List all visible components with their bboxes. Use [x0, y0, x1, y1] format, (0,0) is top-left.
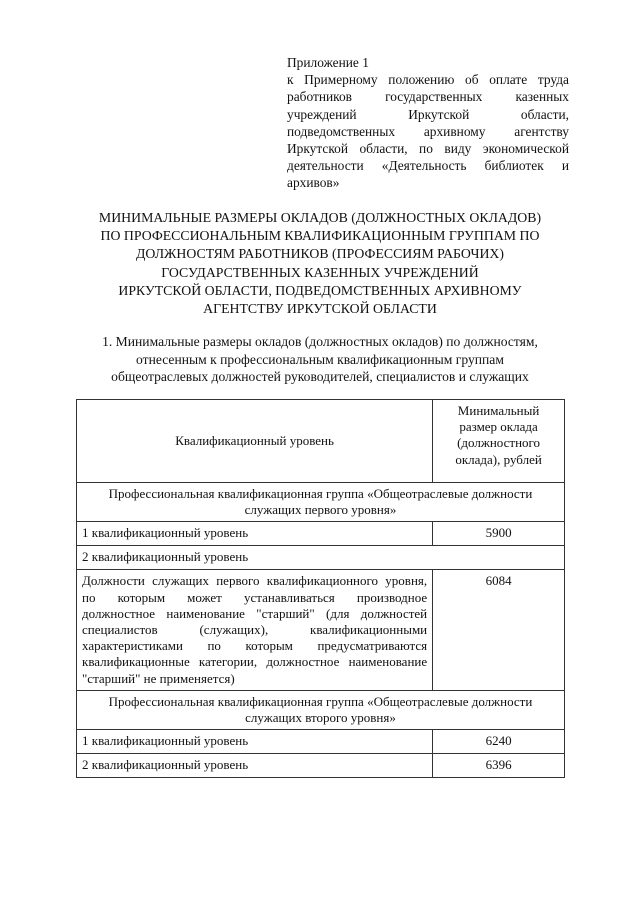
appendix-title: Приложение 1 [287, 55, 369, 70]
group-row [77, 483, 565, 522]
salary-table [76, 399, 565, 778]
salary-cell: 6084 [433, 570, 565, 690]
heading-line: ПО ПРОФЕССИОНАЛЬНЫМ КВАЛИФИКАЦИОННЫМ ГРУППАМ ПО [100, 228, 540, 244]
table-row [77, 754, 565, 778]
level-cell: 1 квалификационный уровень [77, 522, 433, 546]
table-row [77, 730, 565, 754]
salary-cell: 6396 [433, 754, 565, 778]
section-line: 1. Минимальные размеры окладов (должностных окладов) по должностям, [102, 334, 538, 349]
group-title-cell: Профессиональная квалификационная группа «Общеотраслевые должности служащих второго уровня» [77, 690, 565, 729]
table-row [77, 570, 565, 690]
heading-line: ДОЛЖНОСТЯМ РАБОТНИКОВ (ПРОФЕССИЯМ РАБОЧИХ) [136, 246, 504, 262]
heading-line: ГОСУДАРСТВЕННЫХ КАЗЕННЫХ УЧРЕЖДЕНИЙ [161, 264, 479, 280]
salary-cell: 5900 [433, 522, 565, 546]
section-line: отнесенным к профессиональным квалификационным группам [136, 351, 504, 367]
level-cell: 2 квалификационный уровень [77, 546, 565, 570]
appendix-block [287, 54, 569, 192]
position-note-cell: Должности служащих первого квалификационного уровня, по которым может устанавливаться производное должностное наименование "старший" (для должностей специалистов (служащих), квалификационными характеристиками по которым предусматриваются квалификационные категории, должностное наименование "старший" не применяется) [77, 570, 433, 690]
heading-line: ИРКУТСКОЙ ОБЛАСТИ, ПОДВЕДОМСТВЕННЫХ АРХИВНОМУ [118, 282, 522, 298]
section-heading [72, 333, 568, 386]
heading-line: МИНИМАЛЬНЫЕ РАЗМЕРЫ ОКЛАДОВ (ДОЛЖНОСТНЫХ ОКЛАДОВ) [98, 210, 542, 225]
level-cell: 1 квалификационный уровень [77, 730, 433, 754]
header-level-cell: Квалификационный уровень [77, 400, 433, 483]
document-heading [72, 209, 568, 318]
group-row [77, 690, 565, 729]
table-row [77, 522, 565, 546]
header-salary-cell: Минимальный размер оклада (должностного оклада), рублей [433, 400, 565, 483]
appendix-text: к Примерному положению об оплате труда работников государственных казенных учреждений Иркутской области, подведомственных архивному агентству Иркутской области, по виду экономической деятельности «Деятельность библиотек и архивов» [287, 72, 569, 191]
heading-line: АГЕНТСТВУ ИРКУТСКОЙ ОБЛАСТИ [203, 301, 437, 317]
salary-cell: 6240 [433, 730, 565, 754]
table-row [77, 546, 565, 570]
level-cell: 2 квалификационный уровень [77, 754, 433, 778]
table-header-row [77, 400, 565, 483]
section-line: общеотраслевых должностей руководителей, специалистов и служащих [111, 369, 529, 385]
group-title-cell: Профессиональная квалификационная группа «Общеотраслевые должности служащих первого уровня» [77, 483, 565, 522]
